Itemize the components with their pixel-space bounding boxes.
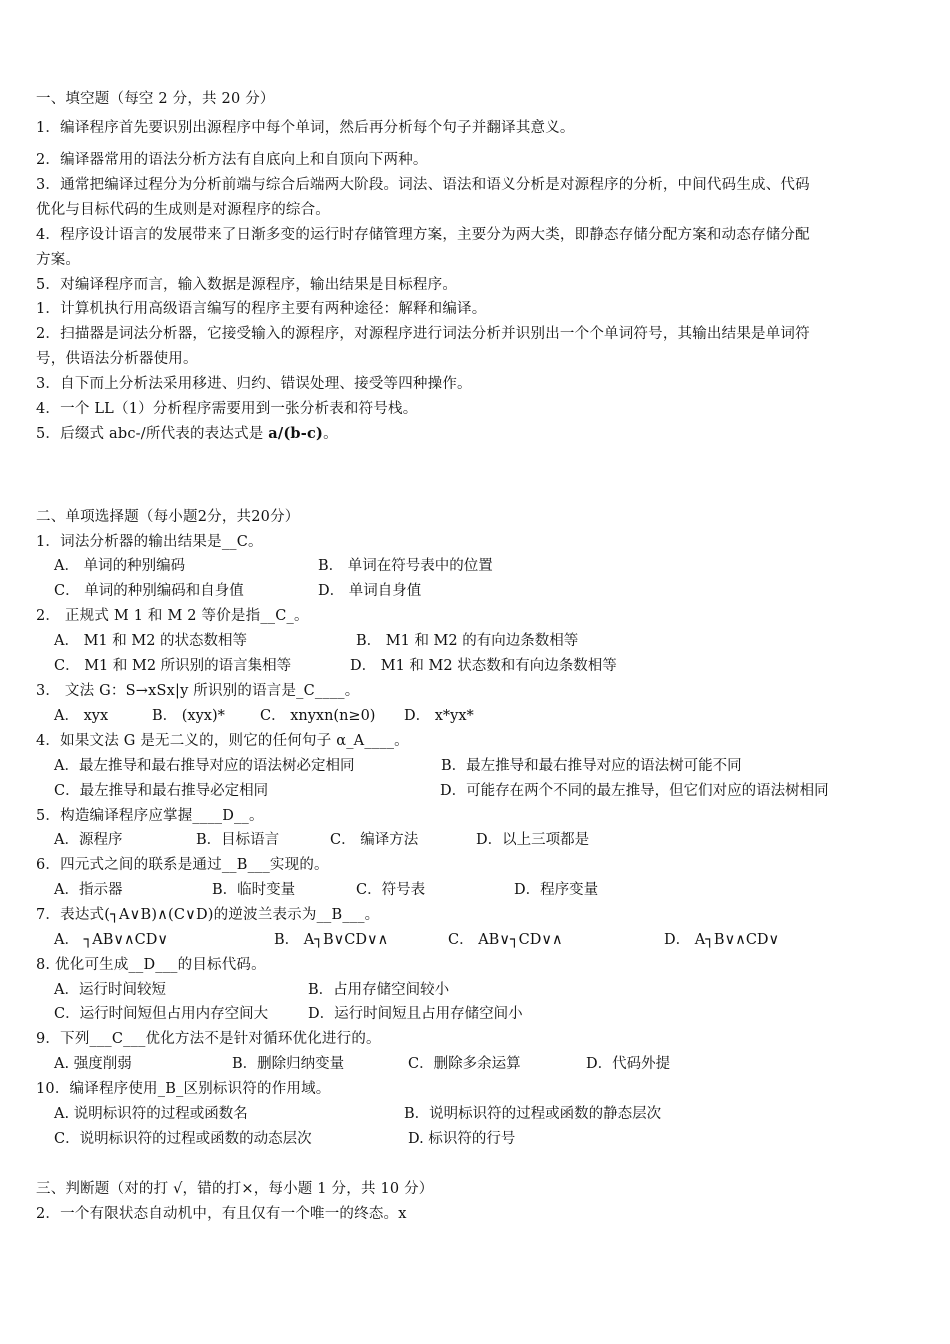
question-5: 5．构造编译程序应掌握____D__。: [36, 808, 264, 824]
fill-item: 号，供语法分析器使用。: [36, 351, 198, 367]
q1-option-a: A． 单词的种别编码: [54, 558, 186, 574]
q3-option-a: A． xyx: [54, 708, 109, 724]
q8-option-a: A．运行时间较短: [54, 982, 166, 998]
section1-title: 一、填空题（每空 2 分，共 20 分）: [36, 91, 275, 107]
q1-option-c: C． 单词的种别编码和自身值: [54, 583, 244, 599]
q10-option-a: A. 说明标识符的过程或函数名: [54, 1106, 248, 1122]
q3-option-c: C． xnyxn(n≥0): [260, 708, 376, 724]
question-7: 7．表达式(┐A∨B)∧(C∨D)的逆波兰表示为__B___。: [36, 907, 380, 923]
fill-item: 方案。: [36, 252, 81, 268]
q2-option-d: D． M1 和 M2 状态数和有向边条数相等: [350, 658, 617, 674]
q4-option-b: B．最左推导和最右推导对应的语法树可能不同: [441, 758, 742, 774]
q2-option-c: C． M1 和 M2 所识别的语言集相等: [54, 658, 292, 674]
q9-option-a: A. 强度削弱: [54, 1056, 132, 1072]
q3-option-d: D． x*yx*: [404, 708, 474, 724]
q8-option-c: C．运行时间短但占用内存空间大: [54, 1006, 269, 1022]
q10-option-c: C．说明标识符的过程或函数的动态层次: [54, 1131, 312, 1147]
fill-item: 优化与目标代码的生成则是对源程序的综合。: [36, 202, 330, 218]
fill-item: 3．通常把编译过程分为分析前端与综合后端两大阶段。词法、语法和语义分析是对源程序的分析，中间代码生成、代码: [36, 177, 810, 193]
fill-item-last-suffix: 。: [323, 426, 338, 442]
q10-option-b: B．说明标识符的过程或函数的静态层次: [404, 1106, 662, 1122]
q9-option-b: B．删除归纳变量: [232, 1056, 345, 1072]
q1-option-d: D． 单词自身值: [318, 583, 422, 599]
judge-question-2: 2．一个有限状态自动机中，有且仅有一个唯一的终态。x: [36, 1206, 407, 1222]
section3-title: 三、判断题（对的打 √，错的打×，每小题 1 分，共 10 分）: [36, 1181, 434, 1197]
q2-option-b: B． M1 和 M2 的有向边条数相等: [356, 633, 579, 649]
q9-option-c: C．删除多余运算: [408, 1056, 521, 1072]
q6-option-c: C．符号表: [356, 882, 426, 898]
q5-option-d: D．以上三项都是: [476, 832, 590, 848]
question-2: 2． 正规式 M 1 和 M 2 等价是指__C_。: [36, 608, 309, 624]
fill-item: 4．一个 LL（1）分析程序需要用到一张分析表和符号栈。: [36, 401, 418, 417]
question-10: 10．编译程序使用_B_区别标识符的作用域。: [36, 1081, 331, 1097]
question-3: 3． 文法 G：S→xSx|y 所识别的语言是_C____。: [36, 683, 360, 699]
q2-option-a: A． M1 和 M2 的状态数相等: [54, 633, 248, 649]
q5-option-b: B．目标语言: [196, 832, 280, 848]
fill-item: 5．对编译程序而言，输入数据是源程序，输出结果是目标程序。: [36, 277, 458, 293]
fill-item: 1．计算机执行用高级语言编写的程序主要有两种途径：解释和编译。: [36, 301, 487, 317]
fill-item: 3．自下而上分析法采用移进、归约、错误处理、接受等四种操作。: [36, 376, 472, 392]
fill-item: 2．编译器常用的语法分析方法有自底向上和自顶向下两种。: [36, 152, 428, 168]
q3-option-b: B． (xyx)*: [152, 708, 225, 724]
fill-item: 1．编译程序首先要识别出源程序中每个单词，然后再分析每个句子并翻译其意义。: [36, 120, 575, 136]
q7-option-d: D． A┐B∨∧CD∨: [664, 932, 780, 948]
q6-option-d: D．程序变量: [514, 882, 599, 898]
question-6: 6．四元式之间的联系是通过__B___实现的。: [36, 857, 329, 873]
q6-option-b: B．临时变量: [212, 882, 296, 898]
fill-item-last: [36, 424, 338, 444]
q5-option-a: A．源程序: [54, 832, 123, 848]
fill-item: 4．程序设计语言的发展带来了日渐多变的运行时存储管理方案，主要分为两大类，即静态存储分配方案和动态存储分配: [36, 227, 810, 243]
q4-option-c: C．最左推导和最右推导必定相同: [54, 783, 269, 799]
q4-option-a: A．最左推导和最右推导对应的语法树必定相同: [54, 758, 355, 774]
question-8: 8. 优化可生成__D___的目标代码。: [36, 957, 266, 973]
q8-option-d: D．运行时间短且占用存储空间小: [308, 1006, 523, 1022]
fill-item: 2．扫描器是词法分析器，它接受输入的源程序，对源程序进行词法分析并识别出一个个单词符号，其输出结果是单词符: [36, 326, 810, 342]
q7-option-c: C． AB∨┐CD∨∧: [448, 932, 563, 948]
q9-option-d: D．代码外提: [586, 1056, 671, 1072]
question-9: 9．下列___C___优化方法不是针对循环优化进行的。: [36, 1031, 381, 1047]
question-1: 1．词法分析器的输出结果是__C。: [36, 534, 263, 550]
q5-option-c: C． 编译方法: [330, 832, 419, 848]
q10-option-d: D. 标识符的行号: [408, 1131, 516, 1147]
q7-option-a: A． ┐AB∨∧CD∨: [54, 932, 168, 948]
q8-option-b: B．占用存储空间较小: [308, 982, 450, 998]
q1-option-b: B． 单词在符号表中的位置: [318, 558, 493, 574]
q4-option-d: D．可能存在两个不同的最左推导，但它们对应的语法树相同: [440, 783, 829, 799]
fill-item-last-answer: a/(b-c): [268, 425, 324, 442]
question-4: 4．如果文法 G 是无二义的，则它的任何句子 α_A____。: [36, 733, 409, 749]
fill-item-last-prefix: 5．后缀式 abc-/所代表的表达式是: [36, 426, 269, 442]
q6-option-a: A．指示器: [54, 882, 123, 898]
q7-option-b: B． A┐B∨CD∨∧: [274, 932, 389, 948]
section2-title: 二、单项选择题（每小题2分，共20分）: [36, 509, 300, 525]
